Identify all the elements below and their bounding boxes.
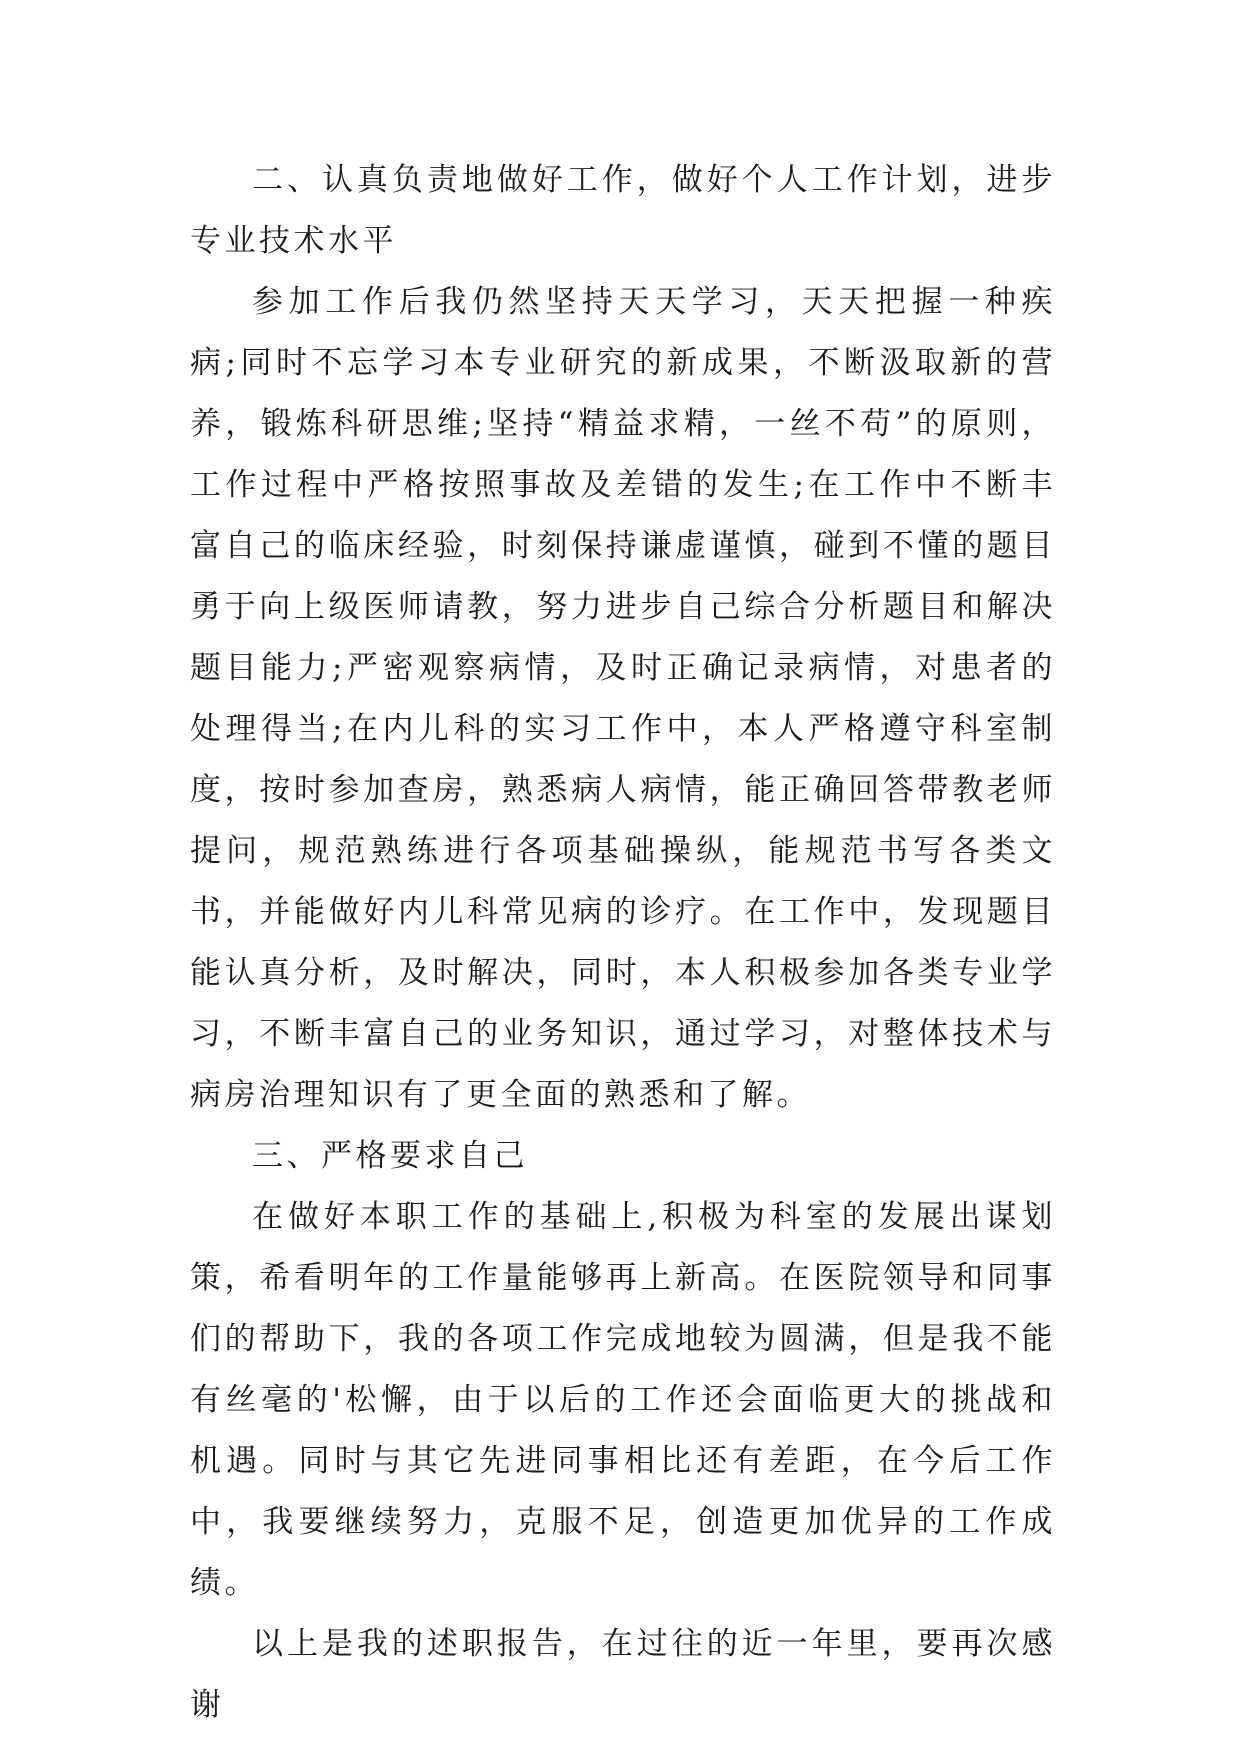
section-heading-two: 二、认真负责地做好工作，做好个人工作计划，进步专业技术水平: [190, 162, 1056, 259]
body-paragraph: 在做好本职工作的基础上,积极为科室的发展出谋划策，希看明年的工作量能够再上新高。在医院领导和同事们的帮助下，我的各项工作完成地较为圆满，但是我不能有丝毫的'松懈，由于以后的工作还会面临更大的挑战和机遇。同时与其它先进同事相比还有差距，在今后工作中，我要继续努力，克服不足，创造更加优异的工作成绩。: [190, 1199, 1056, 1601]
section-heading-three: 三、严格要求自己: [252, 1138, 528, 1174]
body-paragraph: 参加工作后我仍然坚持天天学习，天天把握一种疾病;同时不忘学习本专业研究的新成果，不断汲取新的营养，锻炼科研思维;坚持“精益求精，一丝不苟”的原则，工作过程中严格按照事故及差错的发生;在工作中不断丰富自己的临床经验，时刻保持谦虚谨慎，碰到不懂的题目勇于向上级医师请教，努力进步自己综合分析题目和解决题目能力;严密观察病情，及时正确记录病情，对患者的处理得当;在内儿科的实习工作中，本人严格遵守科室制度，按时参加查房，熟悉病人病情，能正确回答带教老师提问，规范熟练进行各项基础操纵，能规范书写各类文书，并能做好内儿科常见病的诊疗。在工作中，发现题目能认真分析，及时解决，同时，本人积极参加各类专业学习，不断丰富自己的业务知识，通过学习，对整体技术与病房治理知识有了更全面的熟悉和了解。: [190, 284, 1056, 1113]
document-page: [190, 150, 1056, 1736]
body-paragraph: 以上是我的述职报告，在过往的近一年里，要再次感谢: [190, 1626, 1056, 1723]
